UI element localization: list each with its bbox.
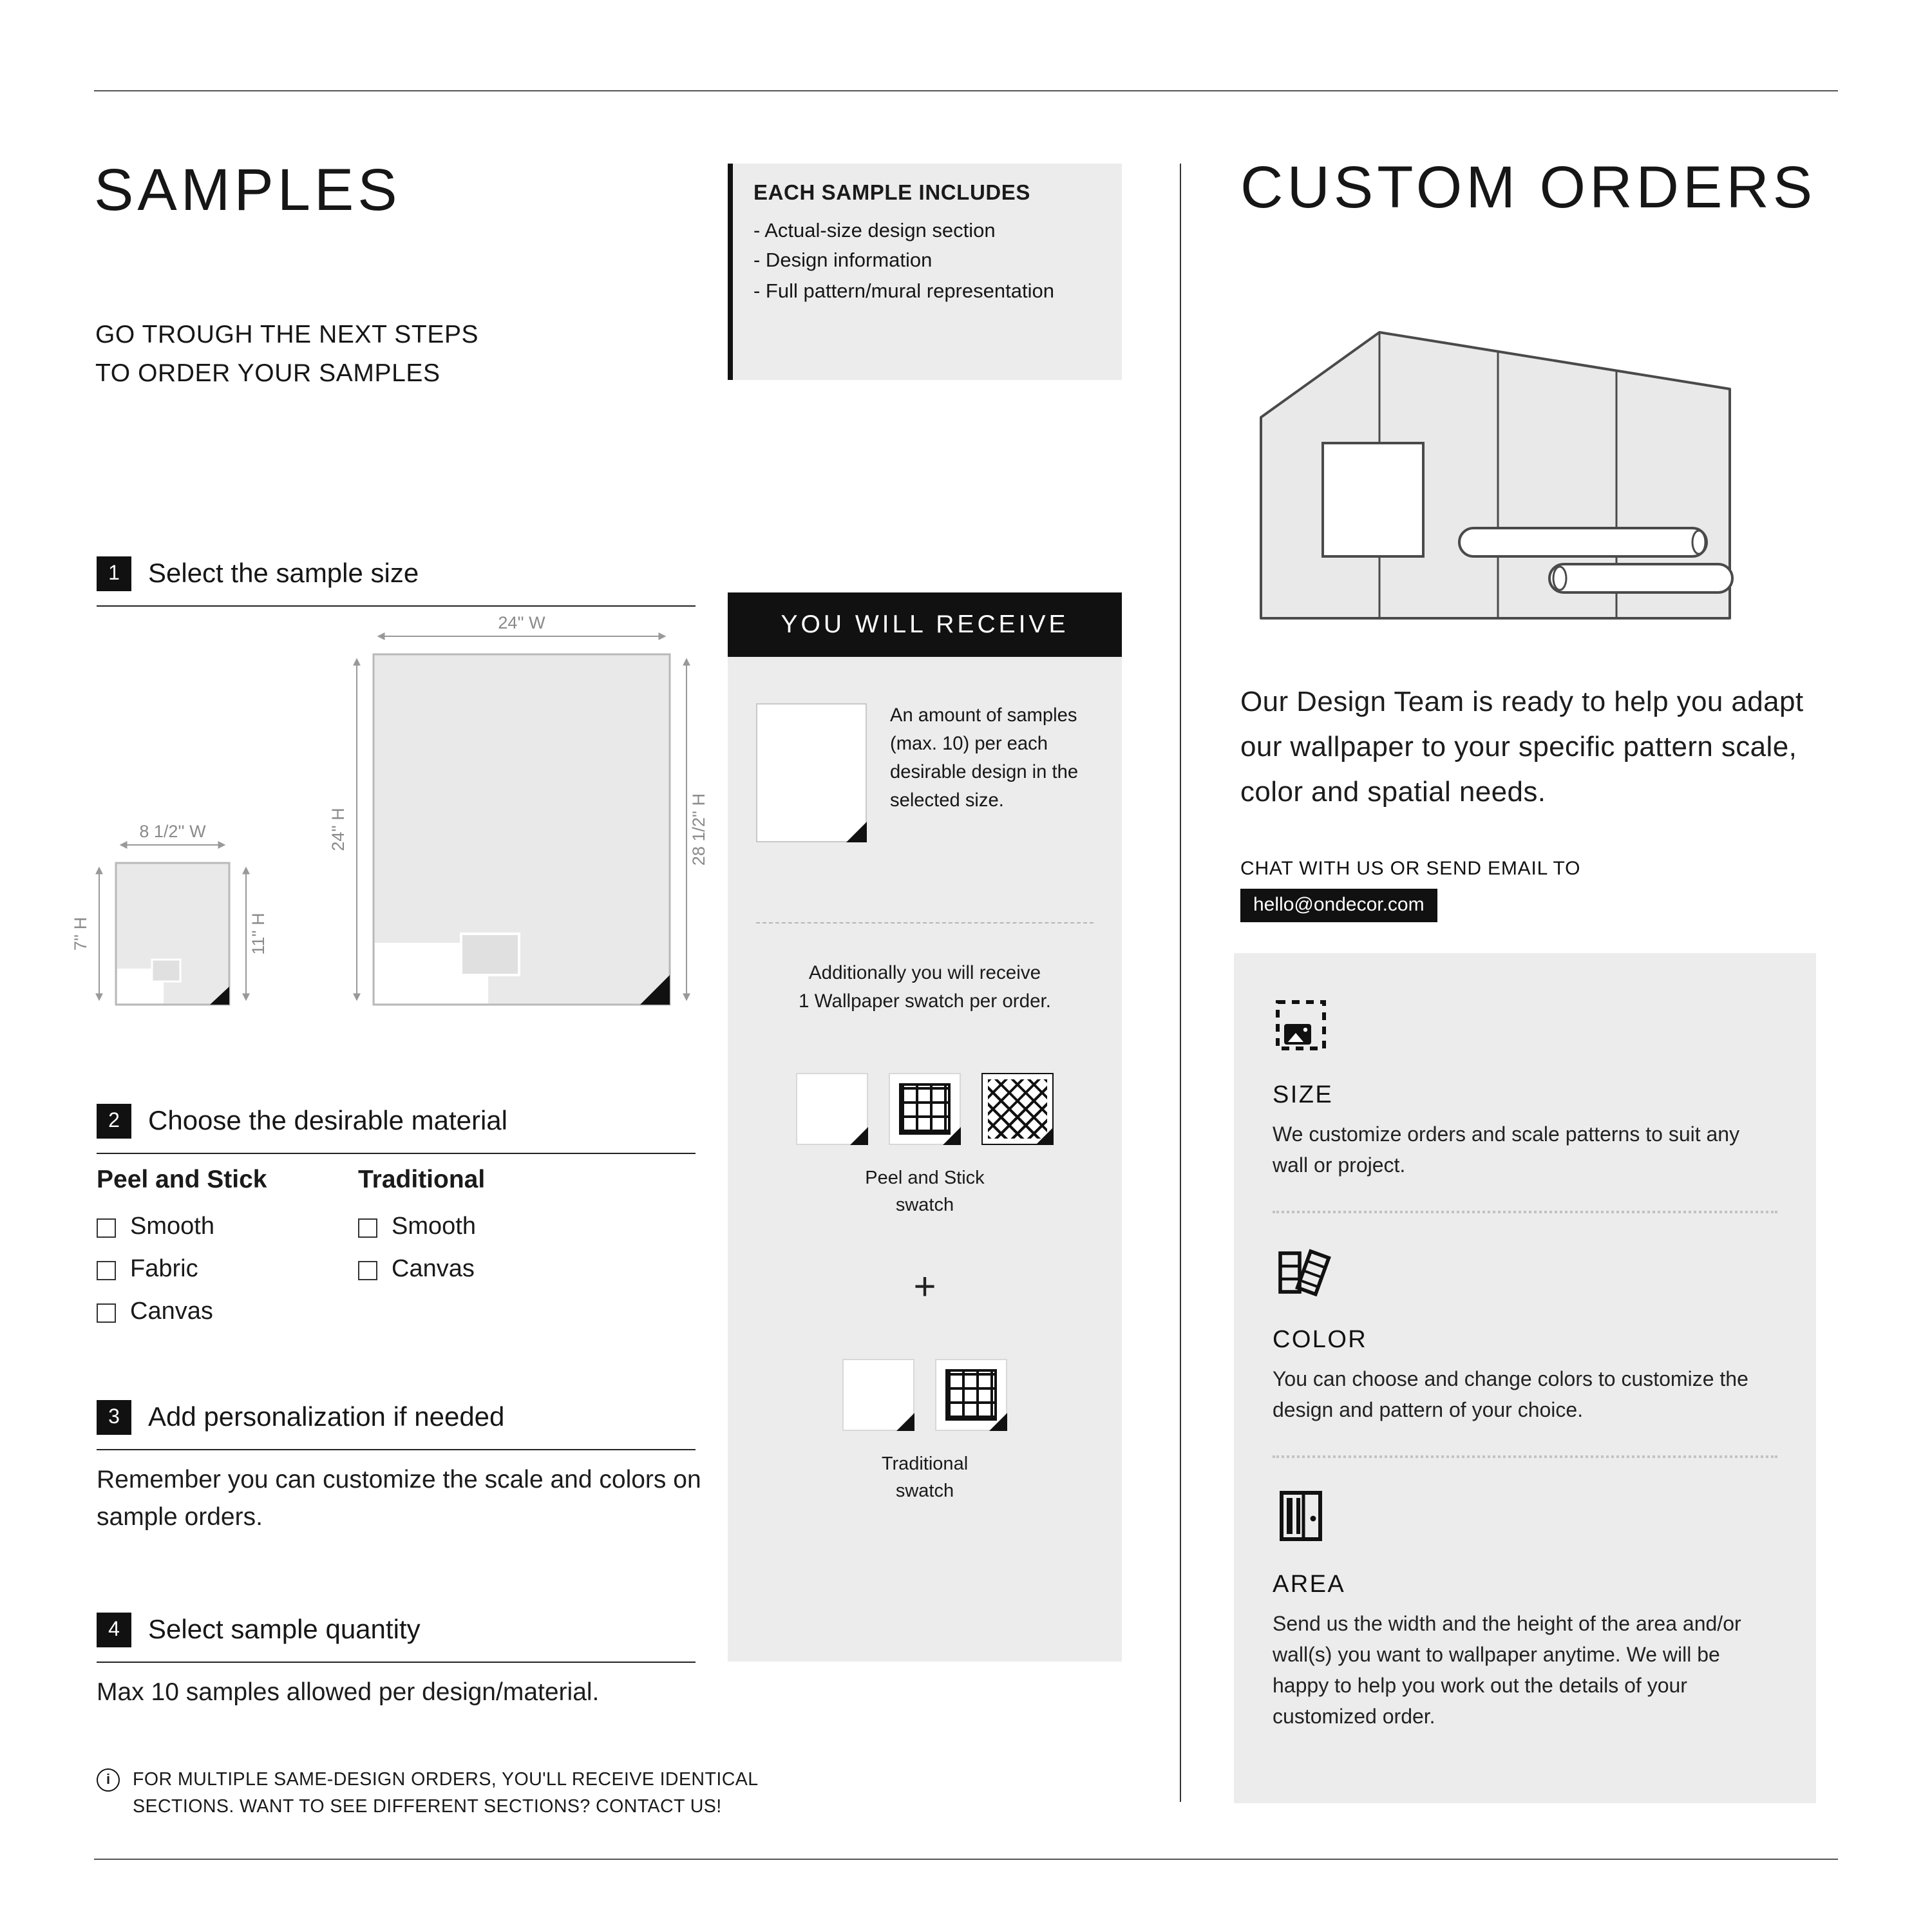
footnote-line1: FOR MULTIPLE SAME-DESIGN ORDERS, YOU'LL RECEIVE IDENTICAL	[133, 1770, 759, 1790]
step-1-number: 1	[97, 556, 131, 591]
checkbox-peel-canvas[interactable]	[97, 1303, 116, 1322]
option-peel-smooth	[97, 1213, 267, 1242]
samples-intro-line2: TO ORDER YOUR SAMPLES	[95, 359, 440, 388]
fold-corner-icon	[846, 822, 867, 842]
large-height-right-label: 28 1/2'' H	[689, 793, 708, 866]
info-icon: i	[97, 1768, 120, 1792]
step-1-label: Select the sample size	[148, 558, 419, 588]
peel-swatch-row	[756, 1074, 1094, 1146]
custom-intro: Our Design Team is ready to help you adapt our wallpaper to your specific pattern scale, color and spatial needs.	[1240, 685, 1804, 807]
feature-area-text: Send us the width and the height of the area and/or wall(s) you want to wallpaper anytime. We will be happy to help you work out the details of your customized order.	[1273, 1614, 1741, 1728]
feature-size-title: SIZE	[1273, 1082, 1334, 1109]
wallpapered-wall-illustration	[1256, 325, 1735, 640]
traditional-title: Traditional	[358, 1166, 486, 1194]
step-3-header	[97, 1400, 696, 1450]
option-label: Smooth	[130, 1213, 214, 1240]
option-label: Fabric	[130, 1256, 198, 1283]
you-will-receive-panel	[728, 657, 1122, 1662]
feature-size-text: We customize orders and scale patterns to suit any wall or project.	[1273, 1124, 1740, 1177]
grid-swatch-icon	[889, 1074, 961, 1146]
peel-label-line2: swatch	[895, 1195, 954, 1217]
email-wrap	[1240, 889, 1437, 922]
small-sample-section-overlay	[152, 960, 180, 981]
option-trad-smooth	[358, 1213, 485, 1242]
checkbox-peel-fabric[interactable]	[97, 1260, 116, 1280]
small-height-left-label: 7'' H	[71, 916, 90, 951]
chat-label: CHAT WITH US OR SEND EMAIL TO	[1240, 858, 1581, 880]
checkbox-trad-canvas[interactable]	[358, 1260, 377, 1280]
option-trad-canvas	[358, 1256, 485, 1284]
additional-text	[756, 960, 1094, 1017]
option-label: Smooth	[392, 1213, 476, 1240]
dotted-divider	[1273, 1455, 1777, 1458]
crosshatch-swatch-icon	[981, 1074, 1054, 1146]
option-peel-canvas	[97, 1298, 267, 1327]
area-icon	[1273, 1486, 1332, 1546]
peel-and-stick-title: Peel and Stick	[97, 1166, 267, 1194]
size-icon	[1273, 997, 1332, 1056]
top-rule	[94, 90, 1838, 91]
amount-text: An amount of samples (max. 10) per each desirable design in the selected size.	[890, 706, 1079, 811]
bottom-rule	[94, 1859, 1838, 1860]
color-icon	[1273, 1242, 1332, 1301]
blank-swatch-icon	[842, 1359, 914, 1432]
peel-swatch-label	[756, 1166, 1094, 1220]
large-width-label: 24'' W	[498, 616, 545, 632]
step-2-label: Choose the desirable material	[148, 1106, 507, 1135]
peel-label-line1: Peel and Stick	[865, 1168, 985, 1189]
includes-title: EACH SAMPLE INCLUDES	[753, 182, 1031, 205]
you-will-receive-header: YOU WILL RECEIVE	[728, 592, 1122, 657]
traditional-swatch-row	[756, 1359, 1094, 1432]
plus-sign: +	[913, 1266, 936, 1309]
fold-corner-icon	[896, 1414, 914, 1432]
samples-intro-line1: GO TROUGH THE NEXT STEPS	[95, 321, 479, 349]
step-1-header	[97, 556, 696, 607]
feature-area-title: AREA	[1273, 1571, 1346, 1598]
additional-line2: 1 Wallpaper swatch per order.	[798, 992, 1051, 1013]
email-link[interactable]: hello@ondecor.com	[1240, 889, 1437, 922]
dashed-divider	[756, 922, 1094, 923]
fold-corner-icon	[850, 1128, 868, 1146]
custom-orders-title: CUSTOM ORDERS	[1240, 153, 1817, 220]
step-2-number: 2	[97, 1104, 131, 1139]
step-2-header	[97, 1104, 696, 1154]
footnote-line2: SECTIONS. WANT TO SEE DIFFERENT SECTIONS? CONTACT US!	[133, 1797, 722, 1818]
samples-intro	[95, 316, 478, 393]
includes-item: - Full pattern/mural representation	[753, 280, 1054, 302]
small-height-right-label: 11'' H	[249, 913, 268, 955]
sample-sheet-icon	[756, 703, 867, 842]
step-4-label: Select sample quantity	[148, 1615, 421, 1644]
feature-color-text: You can choose and change colors to customize the design and pattern of your choice.	[1273, 1369, 1748, 1422]
step-3-description: Remember you can customize the scale and colors on sample orders.	[97, 1466, 701, 1532]
material-column-traditional	[358, 1166, 485, 1298]
blank-swatch-icon	[796, 1074, 868, 1146]
custom-features-panel	[1234, 953, 1816, 1803]
footnote-text	[133, 1767, 759, 1823]
feature-color-title: COLOR	[1273, 1327, 1368, 1354]
step-4-description: Max 10 samples allowed per design/material.	[97, 1678, 600, 1707]
large-sample-section-overlay	[461, 934, 519, 975]
small-width-label: 8 1/2'' W	[139, 822, 206, 841]
sample-size-diagram	[71, 616, 721, 1047]
additional-line1: Additionally you will receive	[808, 963, 1041, 984]
step-3-label: Add personalization if needed	[148, 1402, 505, 1432]
dotted-divider	[1273, 1211, 1777, 1213]
option-peel-fabric	[97, 1256, 267, 1284]
option-label: Canvas	[130, 1298, 213, 1325]
includes-item: - Actual-size design section	[753, 220, 996, 242]
checkbox-trad-smooth[interactable]	[358, 1218, 377, 1237]
step-3-number: 3	[97, 1400, 131, 1435]
wallpaper-roll-icon	[1459, 528, 1707, 556]
material-column-peel	[97, 1166, 267, 1341]
traditional-label-line1: Traditional	[881, 1454, 969, 1475]
fold-corner-icon	[943, 1128, 961, 1146]
traditional-swatch-label	[756, 1452, 1094, 1506]
frame-rect	[1323, 443, 1423, 556]
footnote	[97, 1767, 895, 1823]
checkbox-peel-smooth[interactable]	[97, 1218, 116, 1237]
large-height-left-label: 24'' H	[328, 808, 348, 851]
option-label: Canvas	[392, 1256, 475, 1283]
amount-row	[756, 703, 1094, 842]
traditional-label-line2: swatch	[895, 1481, 954, 1502]
fold-corner-icon	[989, 1414, 1007, 1432]
column-divider	[1180, 164, 1181, 1802]
wallpaper-roll-icon	[1549, 564, 1732, 592]
grid-swatch-icon	[935, 1359, 1007, 1432]
step-4-header	[97, 1613, 696, 1663]
includes-item: - Design information	[753, 250, 933, 272]
step-4-number: 4	[97, 1613, 131, 1647]
includes-box	[728, 164, 1122, 380]
samples-title: SAMPLES	[94, 156, 401, 223]
fold-corner-icon	[1036, 1128, 1054, 1146]
